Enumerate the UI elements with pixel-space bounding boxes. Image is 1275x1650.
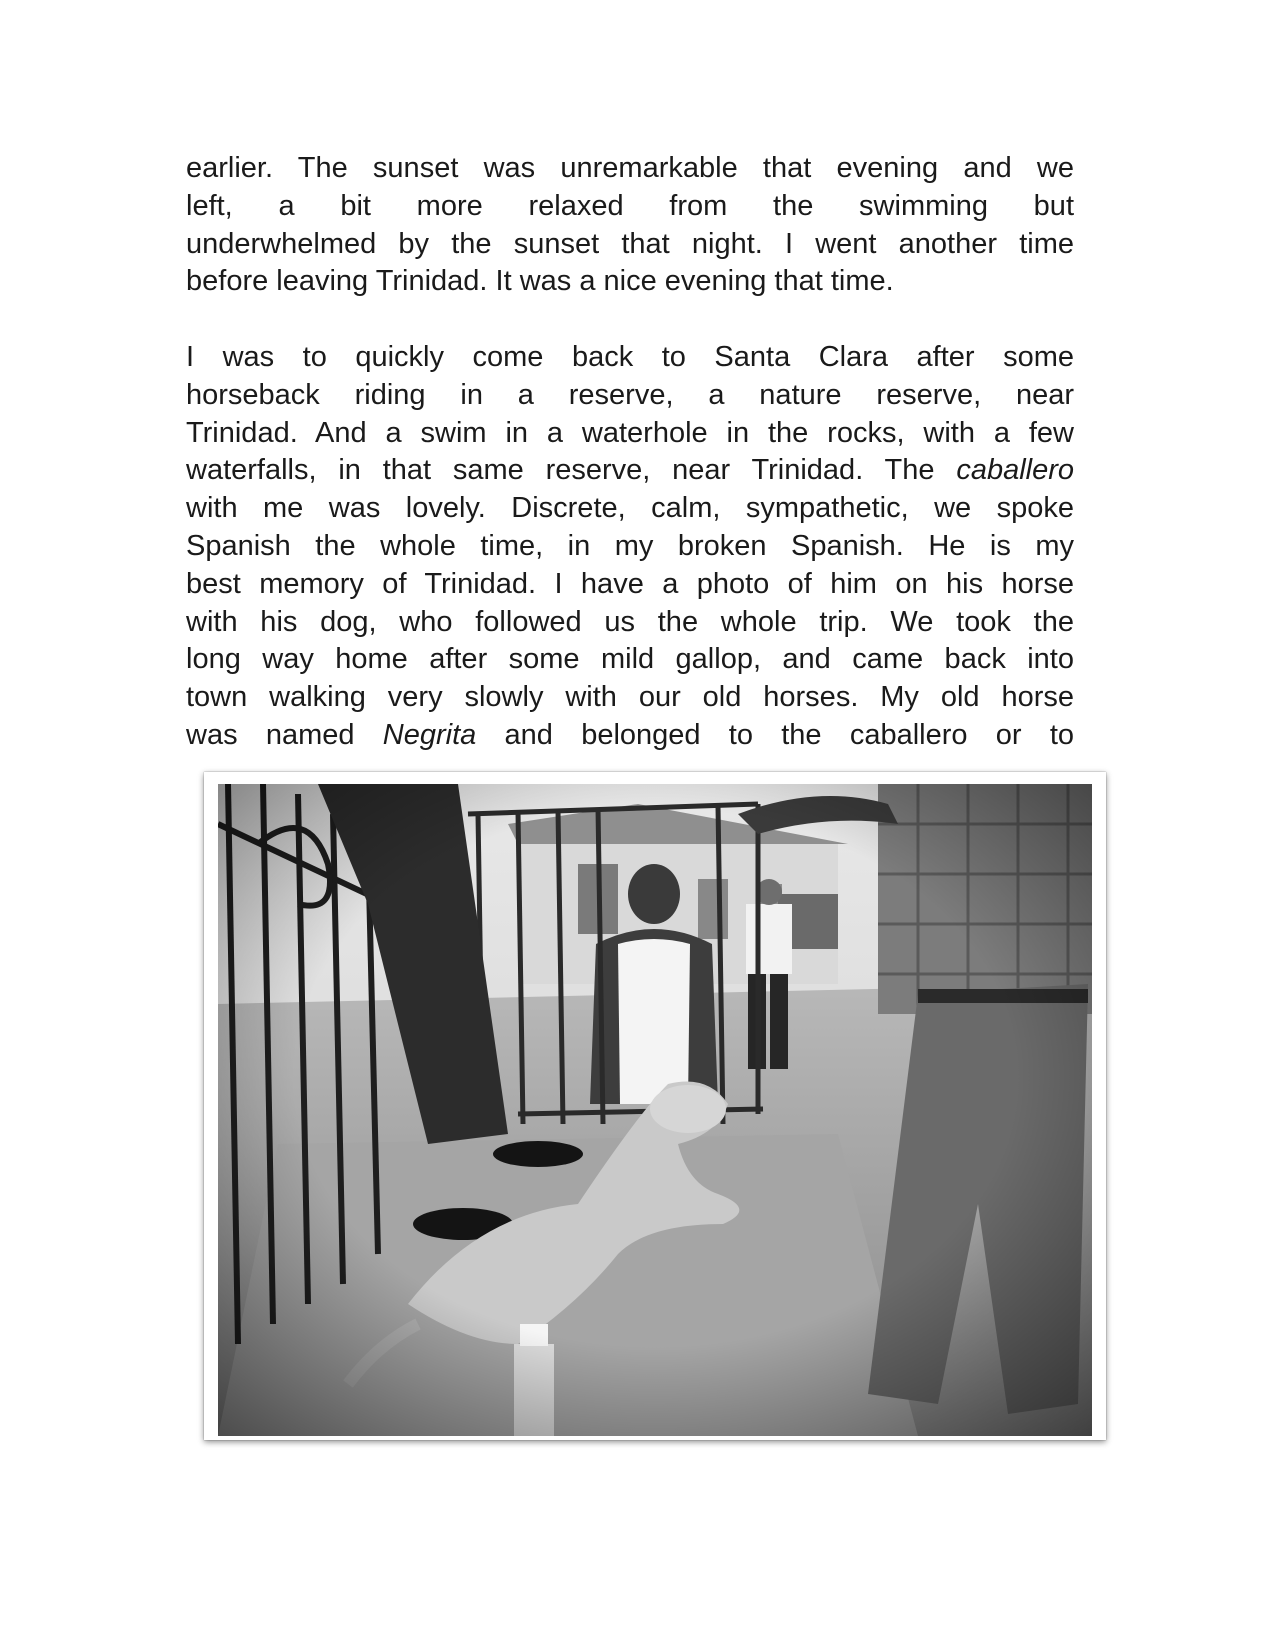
text-line: earlier. The sunset was unremarkable that evening and we (186, 152, 1074, 184)
text-line: Spanish the whole time, in my broken Spanish. He is my (186, 529, 1074, 562)
paragraph-2 (186, 339, 1074, 755)
text-line (186, 717, 1074, 755)
text-line: before leaving Trinidad. It was a nice evening that time. (186, 265, 894, 298)
text-line: left, a bit more relaxed from the swimming but (186, 189, 1074, 222)
text-run: waterfalls, in that same reserve, near Trinidad. The (186, 454, 957, 487)
text-line (186, 452, 1074, 490)
text-line: Trinidad. And a swim in a waterhole in the rocks, with a few (186, 416, 1074, 449)
text-line: town walking very slowly with our old horses. My old horse (186, 681, 1074, 714)
text-line: underwhelmed by the sunset that night. I went another time (186, 227, 1074, 260)
street-photo (218, 784, 1092, 1436)
text-run: was named (186, 718, 383, 751)
text-line: long way home after some mild gallop, and came back into (186, 643, 1074, 676)
italic-word: Negrita (382, 718, 477, 751)
text-line: with his dog, who followed us the whole trip. We took the (186, 605, 1074, 638)
text-line: with me was lovely. Discrete, calm, sympathetic, we spoke (186, 492, 1074, 525)
italic-word: caballero (956, 454, 1074, 487)
text-line: best memory of Trinidad. I have a photo of him on his horse (186, 567, 1074, 600)
text-line: horseback riding in a reserve, a nature reserve, near (186, 378, 1074, 411)
text-run: and belonged to the caballero or to (476, 718, 1074, 751)
photo-frame (204, 772, 1106, 1440)
text-line: I was to quickly come back to Santa Clara after some (186, 341, 1074, 373)
paragraph-1 (186, 150, 1074, 301)
photo-illustration (218, 784, 1092, 1436)
